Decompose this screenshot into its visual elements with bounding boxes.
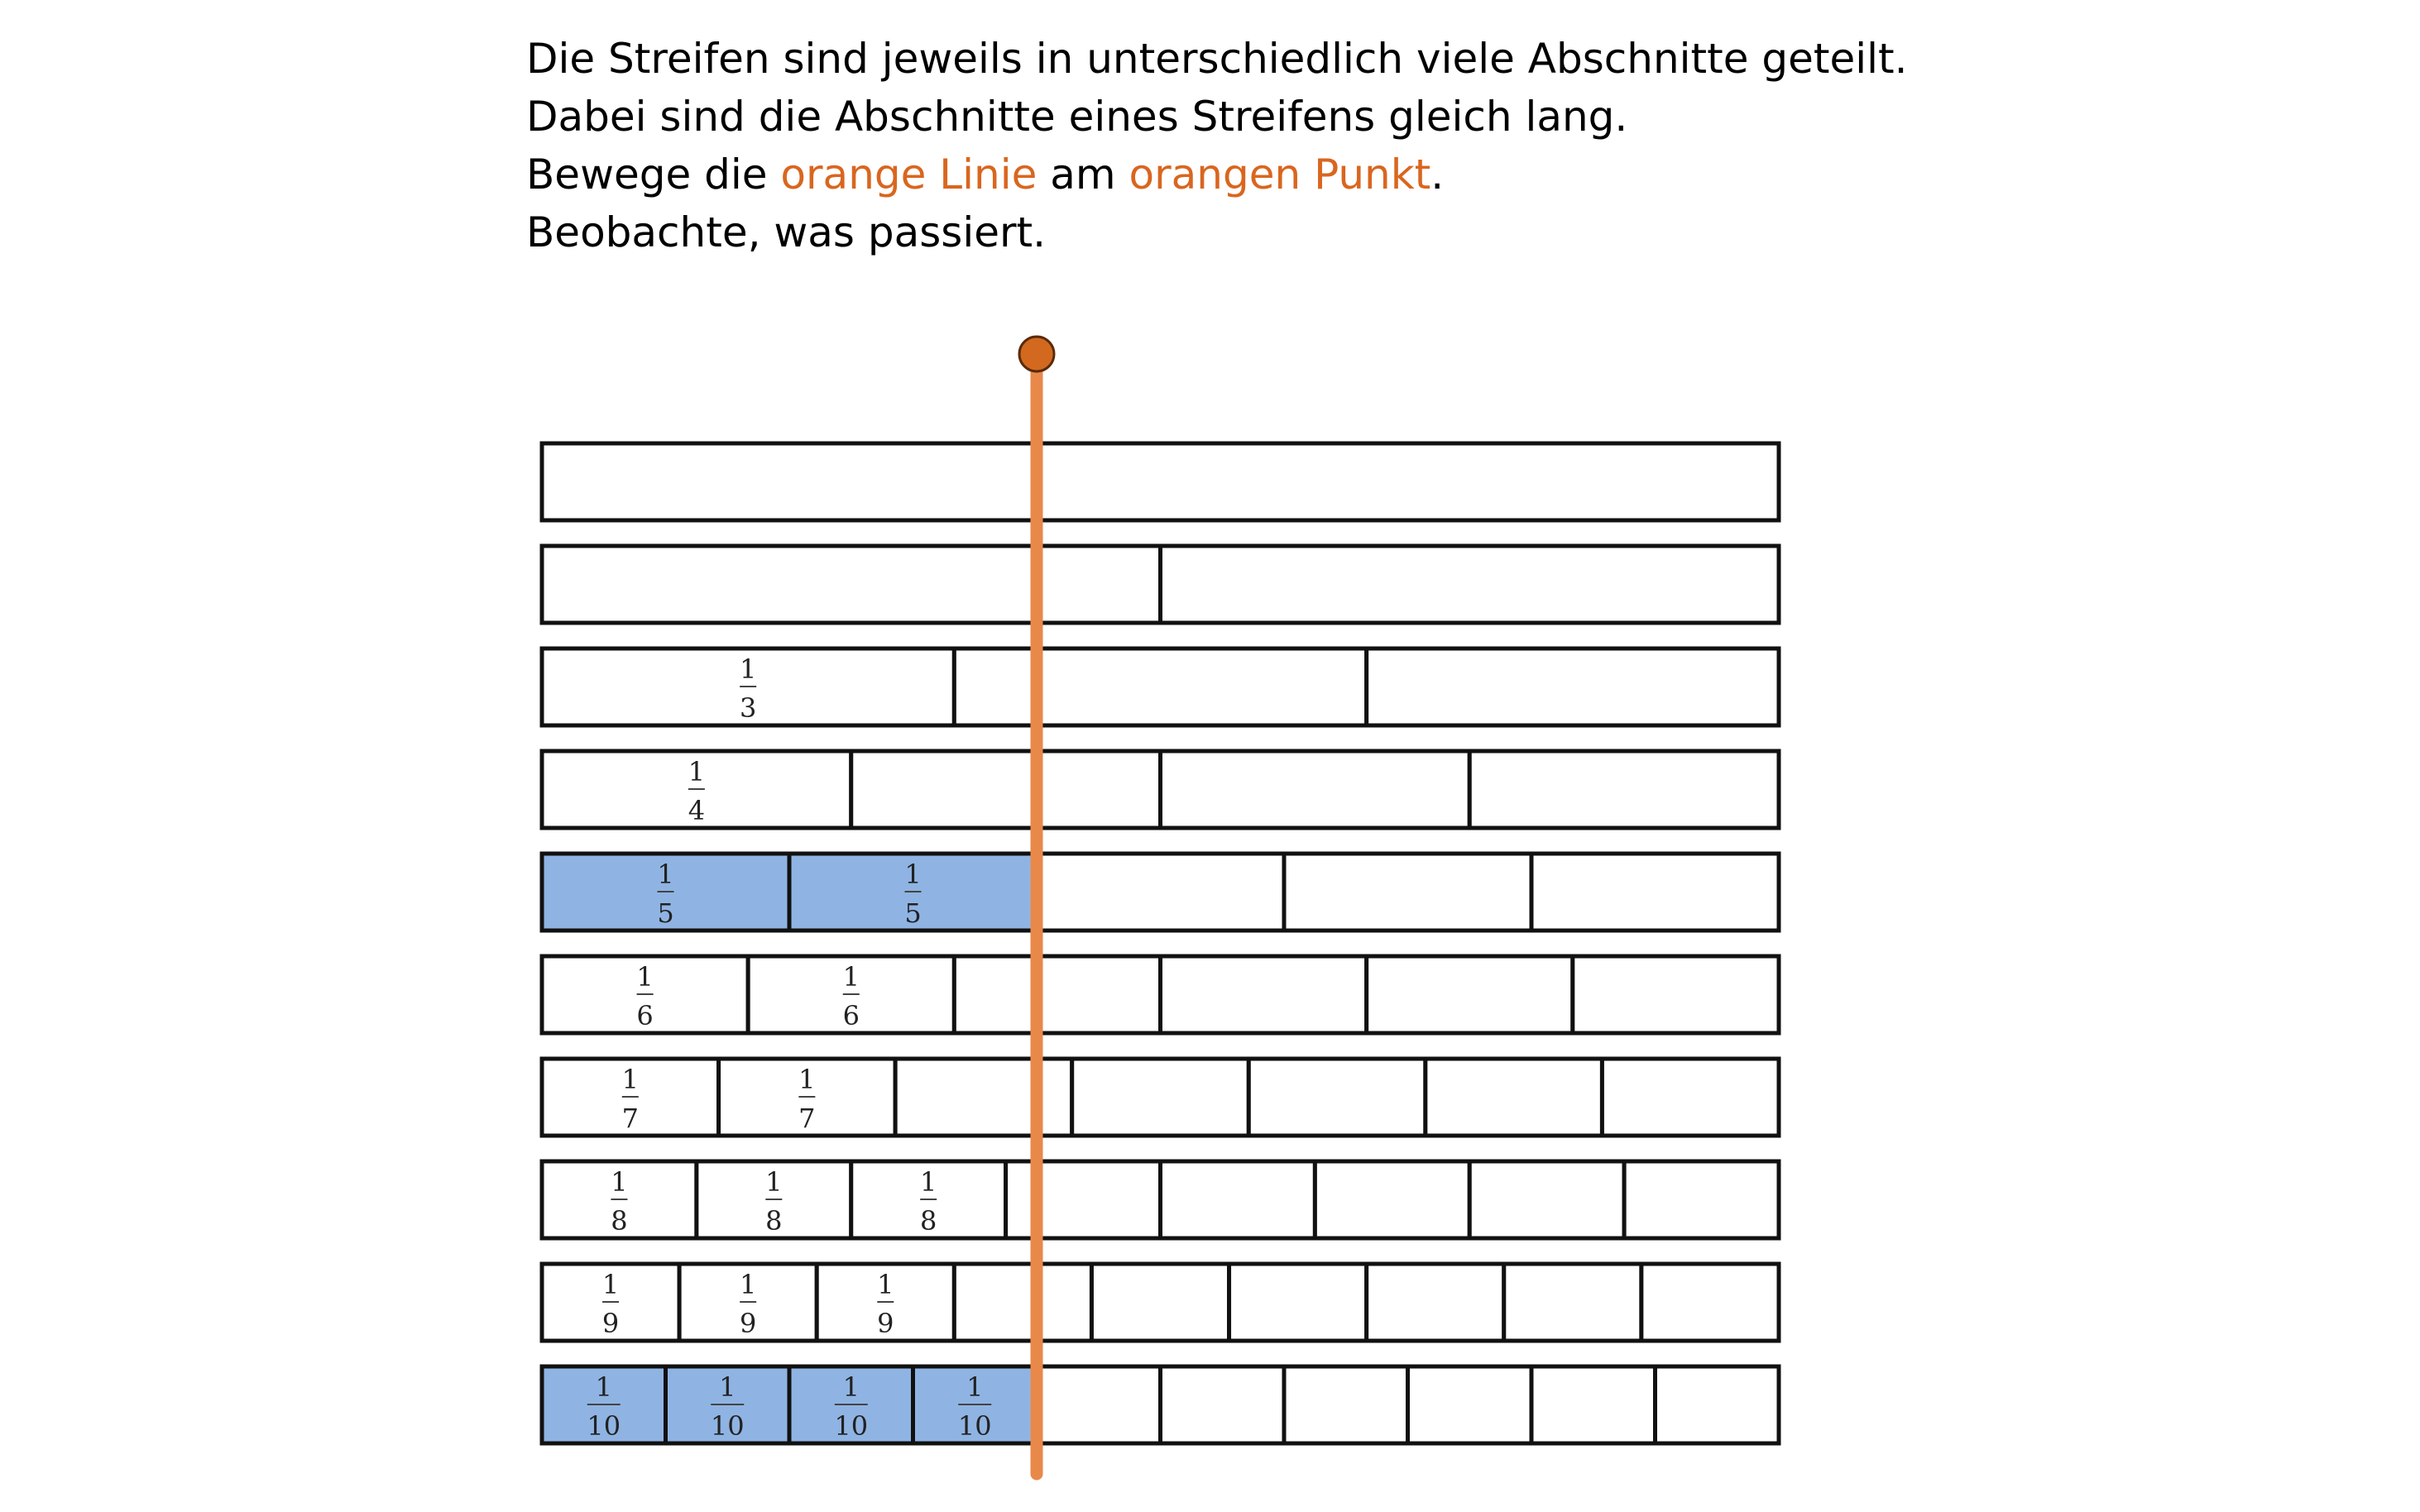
strip-4: [542, 751, 1779, 828]
strip-6-segment-6: [1573, 956, 1779, 1033]
fraction-numerator: 1: [765, 1166, 783, 1198]
strip-2: [542, 546, 1779, 623]
strip-8-segment-6: [1315, 1161, 1469, 1238]
fraction-numerator: 1: [966, 1371, 984, 1403]
strip-8: [542, 1161, 1779, 1238]
strip-9-segment-5: [1091, 1264, 1229, 1341]
strip-7-segment-3: [895, 1059, 1072, 1136]
fraction-numerator: 1: [739, 653, 757, 685]
orange-slider-point[interactable]: [1019, 337, 1054, 371]
strip-7-segment-4: [1072, 1059, 1249, 1136]
fraction-denominator: 6: [842, 1000, 860, 1031]
strip-9-segment-9: [1641, 1264, 1779, 1341]
strip-9-segment-8: [1504, 1264, 1641, 1341]
fraction-numerator: 1: [636, 961, 654, 993]
strip-5-segment-4: [1284, 854, 1531, 931]
strip-6-segment-5: [1367, 956, 1573, 1033]
strip-6: [542, 956, 1779, 1033]
fraction-numerator: 1: [877, 1269, 894, 1300]
instruction-line-4: Beobachte, was passiert.: [526, 208, 1047, 256]
strip-9-segment-4: [954, 1264, 1091, 1341]
fraction-denominator: 9: [601, 1308, 620, 1339]
strip-1-segment-1: [542, 443, 1779, 520]
fraction-numerator: 1: [904, 859, 922, 890]
fraction-denominator: 7: [798, 1103, 816, 1134]
strip-3: [542, 648, 1779, 725]
strip-10-segment-8: [1408, 1366, 1532, 1443]
fraction-numerator: 1: [920, 1166, 937, 1198]
strip-1: [542, 443, 1779, 520]
strip-3-segment-2: [954, 648, 1366, 725]
strip-5: [542, 854, 1779, 931]
fraction-numerator: 1: [595, 1371, 612, 1403]
fraction-denominator: 7: [621, 1103, 639, 1134]
strip-2-segment-1: [542, 546, 1161, 623]
strip-7-segment-5: [1248, 1059, 1426, 1136]
fraction-denominator: 6: [636, 1000, 654, 1031]
strip-7: [542, 1059, 1779, 1136]
fraction-numerator: 1: [842, 1371, 860, 1403]
fraction-numerator: 1: [739, 1269, 757, 1300]
strip-7-segment-7: [1602, 1059, 1779, 1136]
orange-line-reference: orange Linie: [780, 151, 1037, 199]
fraction-numerator: 1: [842, 961, 860, 993]
strip-6-segment-4: [1161, 956, 1367, 1033]
instruction-line-2: Dabei sind die Abschnitte eines Streifens gleich lang.: [526, 93, 1628, 141]
fraction-denominator: 10: [957, 1410, 992, 1442]
fraction-denominator: 10: [834, 1410, 869, 1442]
fraction-numerator: 1: [601, 1269, 620, 1300]
strip-4-segment-3: [1161, 751, 1470, 828]
strip-9-segment-6: [1229, 1264, 1367, 1341]
strip-6-segment-3: [954, 956, 1160, 1033]
strip-2-segment-2: [1161, 546, 1780, 623]
fraction-numerator: 1: [657, 859, 674, 890]
fraction-denominator: 8: [920, 1205, 937, 1237]
strip-8-segment-4: [1006, 1161, 1161, 1238]
instruction-line-1: Die Streifen sind jeweils in unterschiedlich viele Abschnitte geteilt.: [526, 35, 1908, 83]
strip-10-segment-5: [1037, 1366, 1161, 1443]
fraction-denominator: 9: [877, 1308, 894, 1339]
strip-7-segment-6: [1426, 1059, 1603, 1136]
strip-10-segment-7: [1284, 1366, 1408, 1443]
strip-8-segment-5: [1161, 1161, 1315, 1238]
fraction-denominator: 5: [657, 897, 674, 929]
fraction-denominator: 5: [904, 897, 922, 929]
fraction-numerator: 1: [688, 756, 706, 787]
instruction-line-3-start: Bewege die: [526, 151, 781, 199]
orange-point-reference: orangen Punkt: [1129, 151, 1431, 199]
fraction-denominator: 9: [739, 1308, 757, 1339]
instruction-line-3-mid: am: [1037, 151, 1129, 199]
fraction-numerator: 1: [621, 1064, 639, 1095]
fraction-numerator: 1: [719, 1371, 736, 1403]
strip-4-segment-4: [1469, 751, 1779, 828]
fraction-numerator: 1: [611, 1166, 628, 1198]
strip-3-segment-3: [1367, 648, 1779, 725]
fraction-denominator: 8: [611, 1205, 628, 1237]
strip-10-segment-10: [1656, 1366, 1780, 1443]
fraction-numerator: 1: [798, 1064, 816, 1095]
strip-5-segment-3: [1037, 854, 1284, 931]
strip-4-segment-2: [851, 751, 1161, 828]
fraction-denominator: 4: [688, 795, 706, 826]
instruction-line-3-end: .: [1430, 151, 1445, 199]
strips-group: [542, 443, 1779, 1443]
fraction-denominator: 10: [710, 1410, 745, 1442]
strip-10-segment-6: [1161, 1366, 1285, 1443]
strip-10-segment-9: [1531, 1366, 1656, 1443]
strip-5-segment-5: [1531, 854, 1779, 931]
strip-8-segment-8: [1624, 1161, 1779, 1238]
strip-10: [542, 1366, 1779, 1443]
strip-8-segment-7: [1469, 1161, 1624, 1238]
strip-9-segment-7: [1367, 1264, 1504, 1341]
fraction-denominator: 8: [765, 1205, 783, 1237]
strip-9: [542, 1264, 1779, 1341]
fraction-denominator: 10: [587, 1410, 621, 1442]
fraction-denominator: 3: [739, 692, 757, 724]
